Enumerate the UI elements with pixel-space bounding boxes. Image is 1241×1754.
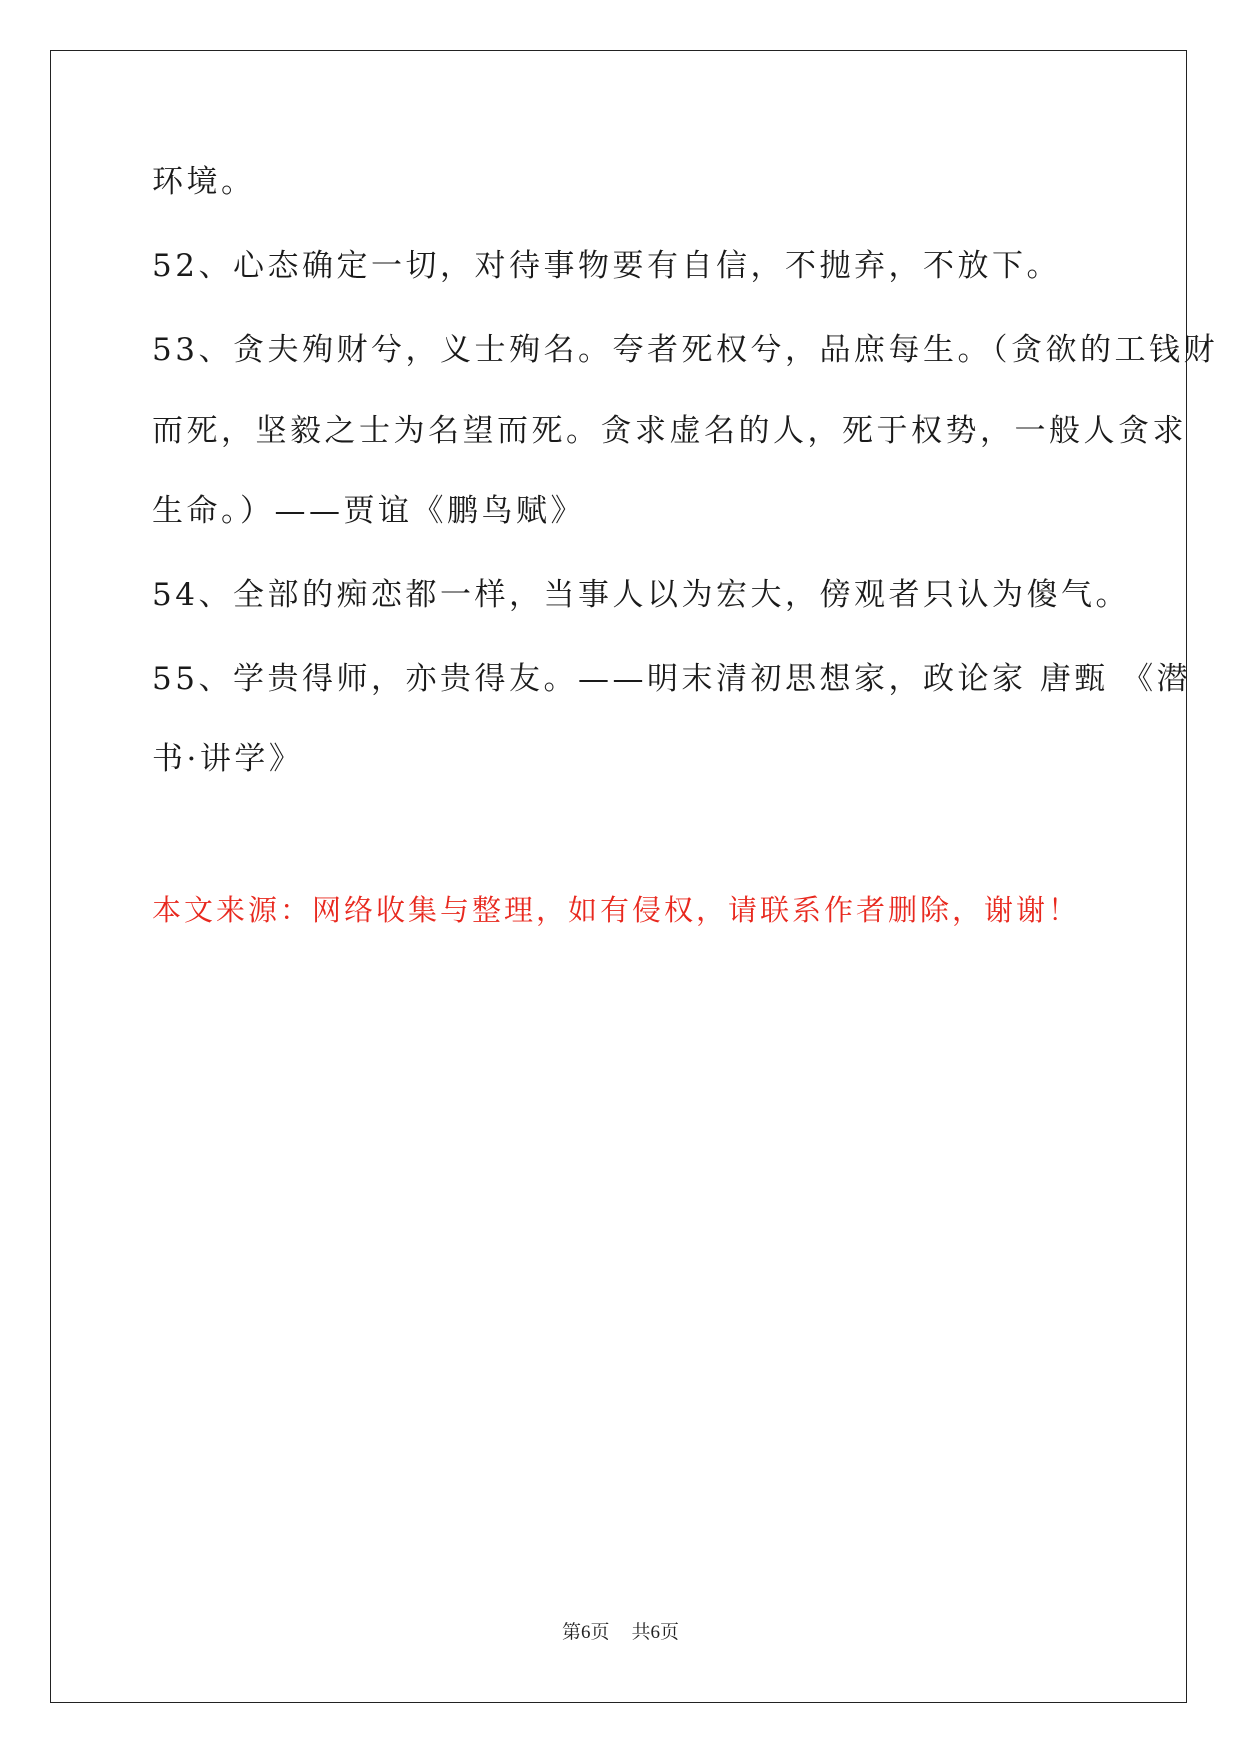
page-total: 共6页 bbox=[631, 1622, 680, 1643]
text-line: 环境。 bbox=[152, 164, 256, 200]
page-footer bbox=[0, 1617, 1241, 1644]
text-line: 而死，坚毅之士为名望而死。贪求虚名的人，死于权势，一般人贪求 bbox=[152, 413, 1187, 449]
text-line: 书·讲学》 bbox=[152, 741, 304, 777]
text-line: 53、贪夫殉财兮，义士殉名。夸者死权兮，品庶每生。（贪欲的工钱财 bbox=[152, 332, 1218, 368]
text-line: 生命。）——贾谊《鹏鸟赋》 bbox=[152, 493, 585, 529]
source-notice: 本文来源：网络收集与整理，如有侵权，请联系作者删除，谢谢！ bbox=[152, 893, 1081, 927]
page-number: 第6页 bbox=[561, 1622, 610, 1643]
page-border bbox=[50, 50, 1187, 1703]
text-line: 52、心态确定一切，对待事物要有自信，不抛弃，不放下。 bbox=[152, 248, 1061, 284]
text-line: 54、全部的痴恋都一样，当事人以为宏大，傍观者只认为傻气。 bbox=[152, 577, 1130, 613]
text-line: 55、学贵得师，亦贵得友。——明末清初思想家，政论家 唐甄 《潜 bbox=[152, 661, 1192, 697]
